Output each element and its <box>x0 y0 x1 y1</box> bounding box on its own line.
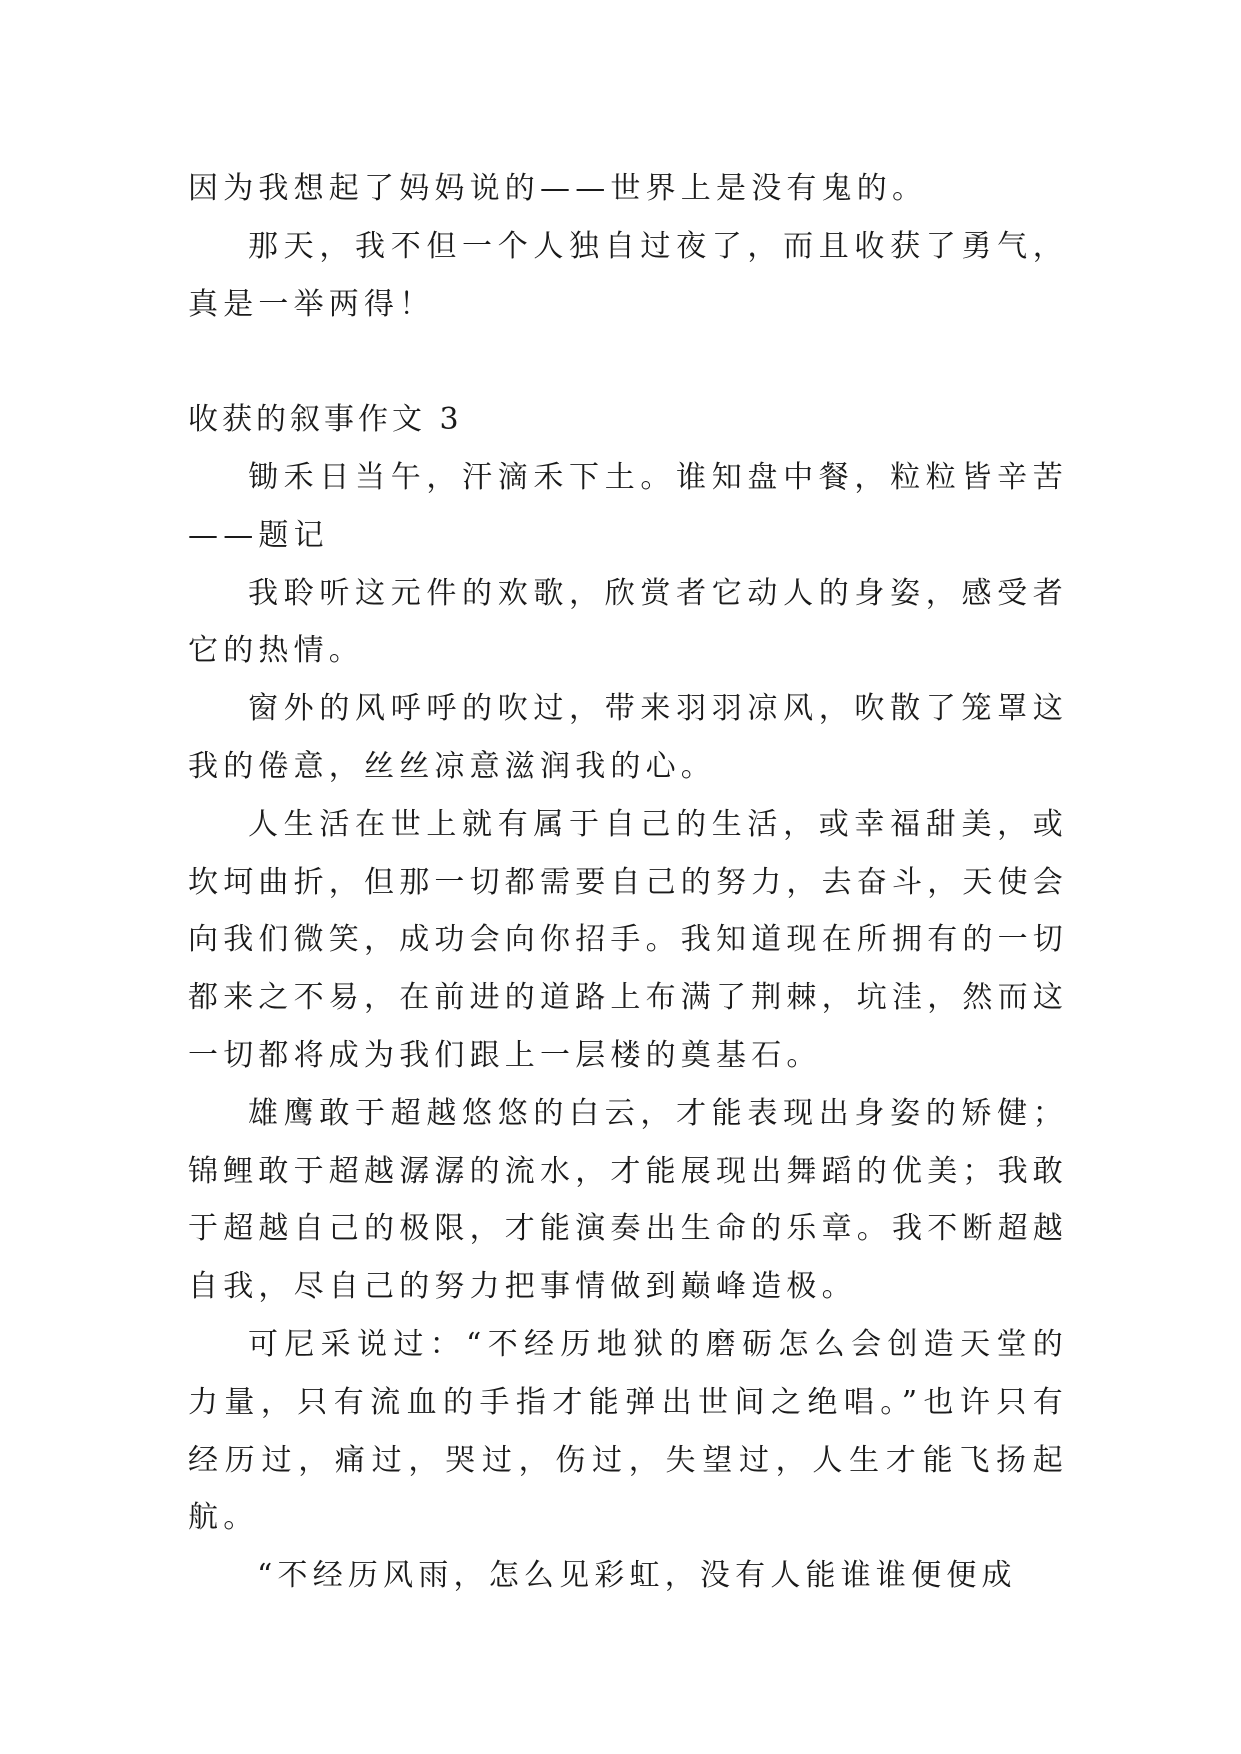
paragraph: 人生活在世上就有属于自己的生活，或幸福甜美，或坎坷曲折，但那一切都需要自己的努力，去奋斗，天使会向我们微笑，成功会向你招手。我知道现在所拥有的一切都来之不易，在前进的道路上布满了荆棘，坑洼，然而这一切都将成为我们跟上一层楼的奠基石。 <box>188 806 1068 1073</box>
essay-body <box>188 160 1068 1605</box>
paragraph: 我聆听这元件的欢歌，欣赏者它动人的身姿，感受者它的热情。 <box>188 575 1068 669</box>
paragraph: 雄鹰敢于超越悠悠的白云，才能表现出身姿的矫健；锦鲤敢于超越潺潺的流水，才能展现出舞蹈的优美；我敢于超越自己的极限，才能演奏出生命的乐章。我不断超越自我，尽自己的努力把事情做到巅峰造极。 <box>188 1095 1068 1305</box>
paragraph: 窗外的风呼呼的吹过，带来羽羽凉风，吹散了笼罩这我的倦意，丝丝凉意滋润我的心。 <box>188 691 1068 784</box>
paragraph-quote-open: “不经历风雨，怎么见彩虹，没有人能谁谁便便成 <box>257 1558 1017 1594</box>
paragraph-continuation: 因为我想起了妈妈说的——世界上是没有鬼的。 <box>188 171 928 206</box>
paragraph-epigraph: 锄禾日当午，汗滴禾下土。谁知盘中餐，粒粒皆辛苦——题记 <box>188 459 1068 553</box>
paragraph-quote: 可尼采说过：“不经历地狱的磨砺怎么会创造天堂的力量，只有流血的手指才能弹出世间之绝唱。”也许只有经历过，痛过，哭过，伤过，失望过，人生才能飞扬起航。 <box>188 1326 1068 1536</box>
section-title: 收获的叙事作文 3 <box>188 402 463 438</box>
paragraph-conclusion: 那天，我不但一个人独自过夜了，而且收获了勇气，真是一举两得！ <box>188 228 1068 322</box>
section-gap <box>188 333 1068 391</box>
